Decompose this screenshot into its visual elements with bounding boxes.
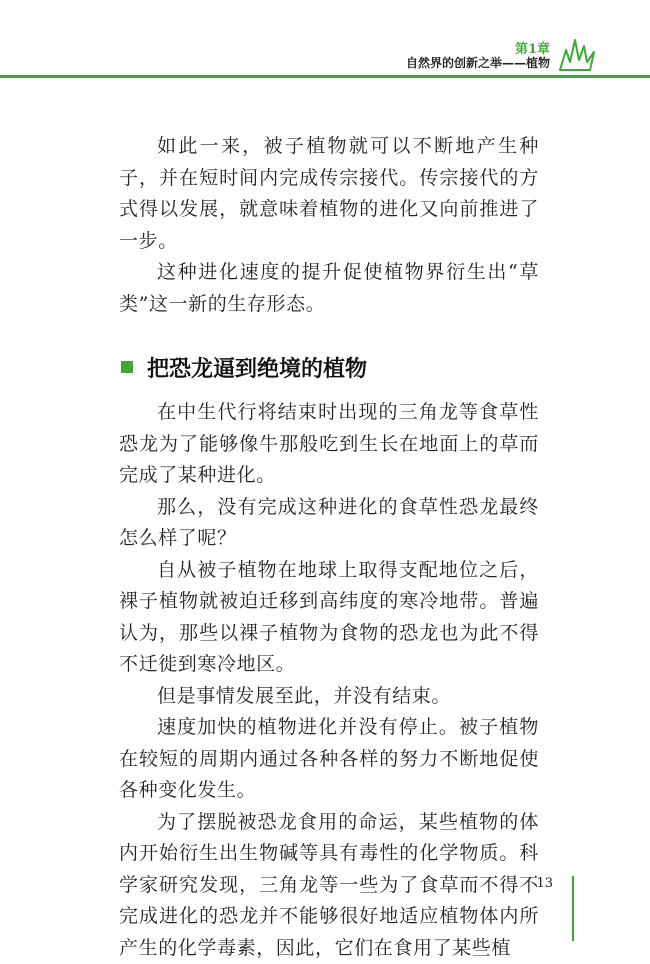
intro-paragraphs xyxy=(119,131,539,320)
paragraph: 为了摆脱被恐龙食用的命运，某些植物的体内开始衍生出生物碱等具有毒性的化学物质。科学家研究发现，三角龙等一些为了食草而不得不完成进化的恐龙并不能够很好地适应植物体内所产生的化学毒素，因此，它们在食用了某些植 xyxy=(119,807,539,964)
page-number: 13 xyxy=(536,876,553,891)
section-title: 把恐龙逼到绝境的植物 xyxy=(147,352,367,383)
page-header xyxy=(0,0,650,78)
paragraph: 自从被子植物在地球上取得支配地位之后，裸子植物就被迫迁移到高纬度的寒冷地带。普遍认为，那些以裸子植物为食物的恐龙也为此不得不迁徙到寒冷地区。 xyxy=(119,555,539,681)
page-margin-rule xyxy=(572,876,574,941)
paragraph: 如此一来，被子植物就可以不断地产生种子，并在短时间内完成传宗接代。传宗接代的方式得以发展，就意味着植物的进化又向前推进了一步。 xyxy=(119,131,539,257)
chapter-number: 第1章 xyxy=(515,38,550,57)
paragraph: 速度加快的植物进化并没有停止。被子植物在较短的周期内通过各种各样的努力不断地促使各种变化发生。 xyxy=(119,712,539,807)
paragraph: 那么，没有完成这种进化的食草性恐龙最终怎么样了呢？ xyxy=(119,492,539,555)
square-bullet-icon xyxy=(121,361,133,373)
grass-icon xyxy=(556,36,596,72)
paragraph: 在中生代行将结束时出现的三角龙等食草性恐龙为了能够像牛那般吃到生长在地面上的草而完成了某种进化。 xyxy=(119,397,539,492)
section-paragraphs xyxy=(119,397,539,964)
chapter-title: 自然界的创新之举——植物 xyxy=(406,54,550,71)
paragraph: 但是事情发展至此，并没有结束。 xyxy=(119,681,539,713)
section-heading xyxy=(121,352,367,382)
paragraph: 这种进化速度的提升促使植物界衍生出“草类”这一新的生存形态。 xyxy=(119,257,539,320)
